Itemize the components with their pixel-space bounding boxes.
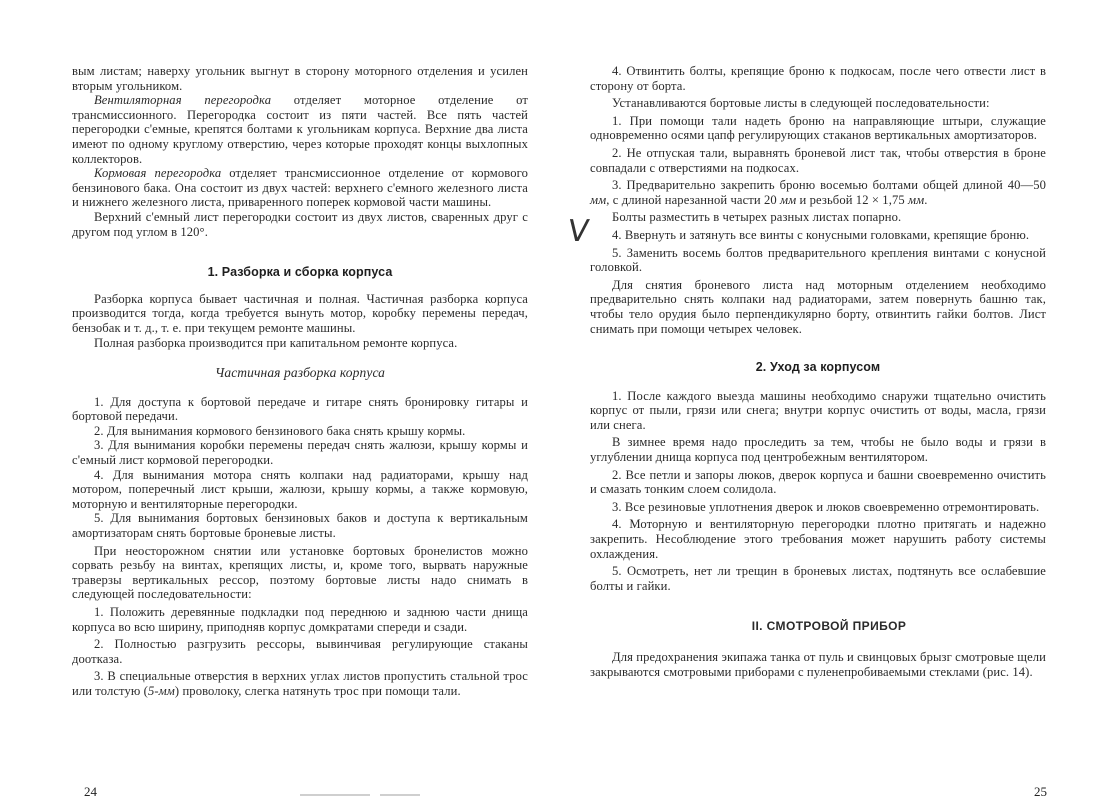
engine-sheet-paragraph: Для снятия броневого листа над моторным отделением необходимо предварительно снять колпаки над радиаторами, затем повернуть башню так, чтобы тело орудия было перпендикулярно борту, отвинтить гайки болтов. Лист снимать при помощи четырех человек.: [590, 277, 1046, 336]
partial-item: 1. Для доступа к бортовой передаче и гитаре снять бронировку гитары и бортовой передачи.: [72, 394, 528, 424]
care-item: 5. Осмотреть, нет ли трещин в броневых листах, подтянуть все ослабевшие болты и гайки.: [590, 564, 1046, 593]
removal-step-3: 3. В специальные отверстия в верхних углах листов пропустить стальной трос или толстую (5-мм) проволоку, слегка натянуть трос при помощи тали.: [72, 669, 528, 698]
handwritten-check-mark: V: [565, 214, 591, 249]
install-item: 5. Заменить восемь болтов предварительного крепления винтами с конусной головкой.: [590, 245, 1046, 275]
stern-partition-paragraph: Кормовая перегородка отделяет трансмиссионное отделение от кормового бензинового бака. Она состоит из двух частей: верхнего с'емного железного листа и нижнего железного листа, приваренного поперек кормовой части машины.: [72, 166, 528, 210]
partial-item: 5. Для вынимания бортовых бензиновых баков и доступа к вертикальным амортизаторам снять бортовые броневые листы.: [72, 511, 528, 541]
partial-item: 3. Для вынимания коробки перемены передач снять жалюзи, крышу кормы и с'емный лист кормовой перегородки.: [72, 438, 528, 468]
install-item: 1. При помощи тали надеть броню на направляющие штыри, служащие одновременно осями цапф регулирующих стаканов вертикальных амортизаторов.: [590, 113, 1046, 143]
upper-sheet-paragraph: Верхний с'емный лист перегородки состоит из двух листов, сваренных друг с другом под углом в 120°.: [72, 209, 528, 239]
ventilator-partition-term: Вентиляторная перегородка: [94, 93, 272, 108]
care-item: 1. После каждого выезда машины необходимо снаружи тщательно очистить корпус от пыли, грязи или снега; внутри корпус очистить от воды, масла, грязи или снега.: [590, 388, 1046, 432]
disassembly-paragraph-2: Полная разборка производится при капитальном ремонте корпуса.: [94, 335, 458, 350]
install-item: 2. Не отпуская тали, выравнять броневой лист так, чтобы отверстия в броне совпадали с отверстиями на подкосах.: [590, 145, 1046, 175]
page-number-left: 24: [84, 784, 97, 799]
scan-artifact: [300, 794, 370, 796]
ventilator-partition-paragraph: Вентиляторная перегородка отделяет моторное отделение от трансмиссионного. Перегородка состоит из пяти частей. Все пять частей перегородки с'емные, крепятся болтами к угольникам корпуса. Верхние два листа имеют по одному круглому отверстию, через которые проходят концы выхлопных коллекторов.: [72, 93, 528, 166]
caution-paragraph: При неосторожном снятии или установке бортовых бронелистов можно сорвать резьбу на винтах, крепящих листы, и, кроме того, вырвать наружные траверзы вертикальных рессор, поэтому бортовые листы надо снимать в следующей последовательности:: [72, 543, 528, 602]
right-page: [590, 64, 1046, 679]
care-item: 3. Все резиновые уплотнения дверок и люков своевременно отремонтировать.: [612, 499, 1040, 514]
removal-step: 1. Положить деревянные подкладки под переднюю и заднюю части днища корпуса во всю ширину, приподняв корпус домкратами спереди и сзади.: [72, 605, 528, 634]
install-intro: Устанавливаются бортовые листы в следующей последовательности:: [612, 96, 990, 111]
page-number-right: 25: [1034, 784, 1047, 799]
partial-item: 2. Для вынимания кормового бензинового бака снять крышу кормы.: [94, 423, 466, 438]
disassembly-paragraph-1: Разборка корпуса бывает частичная и полная. Частичная разборка корпуса производится тогда, когда требуется вынуть мотор, коробку перемены передач, бензобак и т. д., т. е. при текущем ремонте машины.: [72, 291, 528, 335]
removal-step-4: 4. Отвинтить болты, крепящие броню к подкосам, после чего отвести лист в сторону от борта.: [590, 64, 1046, 93]
chapter-paragraph: Для предохранения экипажа танка от пуль и свинцовых брызг смотровые щели закрываются смотровыми приборами с пуленепробиваемыми стеклами (рис. 14).: [590, 650, 1046, 679]
scan-artifact: [380, 794, 420, 796]
install-item-3: 3. Предварительно закрепить броню восемью болтами общей длиной 40—50 мм, с длиной нарезанной части 20 мм и резьбой 12 × 1,75 мм.: [590, 178, 1046, 207]
care-item: 4. Моторную и вентиляторную перегородки плотно притягать и надежно закрепить. Несоблюдение этого требования может нарушить работу системы охлаждения.: [590, 517, 1046, 561]
subheading-partial-disassembly: Частичная разборка корпуса: [214, 365, 386, 381]
removal-step: 2. Полностью разгрузить рессоры, вывинчивая регулирующие стаканы доотказа.: [72, 637, 528, 666]
bolts-note: Болты разместить в четырех разных листах попарно.: [612, 210, 902, 225]
left-page: [72, 64, 528, 699]
install-item: 4. Ввернуть и затянуть все винты с конусными головками, крепящие броню.: [612, 227, 1030, 242]
stern-partition-term: Кормовая перегородка: [94, 166, 222, 181]
care-item: 2. Все петли и запоры люков, дверок корпуса и башни своевременно очистить и смазать тонким слоем солидола.: [590, 467, 1046, 497]
section-heading-care: 2. Уход за корпусом: [755, 360, 881, 375]
intro-paragraph: вым листам; наверху угольник выгнут в сторону моторного отделения и усилен вторым угольником.: [72, 64, 528, 93]
care-item: В зимнее время надо проследить за тем, чтобы не было воды и грязи в углублении днища корпуса под центробежным вентилятором.: [590, 435, 1046, 465]
section-heading-disassembly: 1. Разборка и сборка корпуса: [207, 265, 393, 280]
chapter-heading-viewing-device: II. СМОТРОВОЙ ПРИБОР: [751, 619, 907, 634]
partial-item: 4. Для вынимания мотора снять колпаки над радиаторами, крышу над мотором, поперечный лист крыши, жалюзи, крышу кормы, а также кормовую, моторную и вентиляторные перегородки.: [72, 467, 528, 511]
